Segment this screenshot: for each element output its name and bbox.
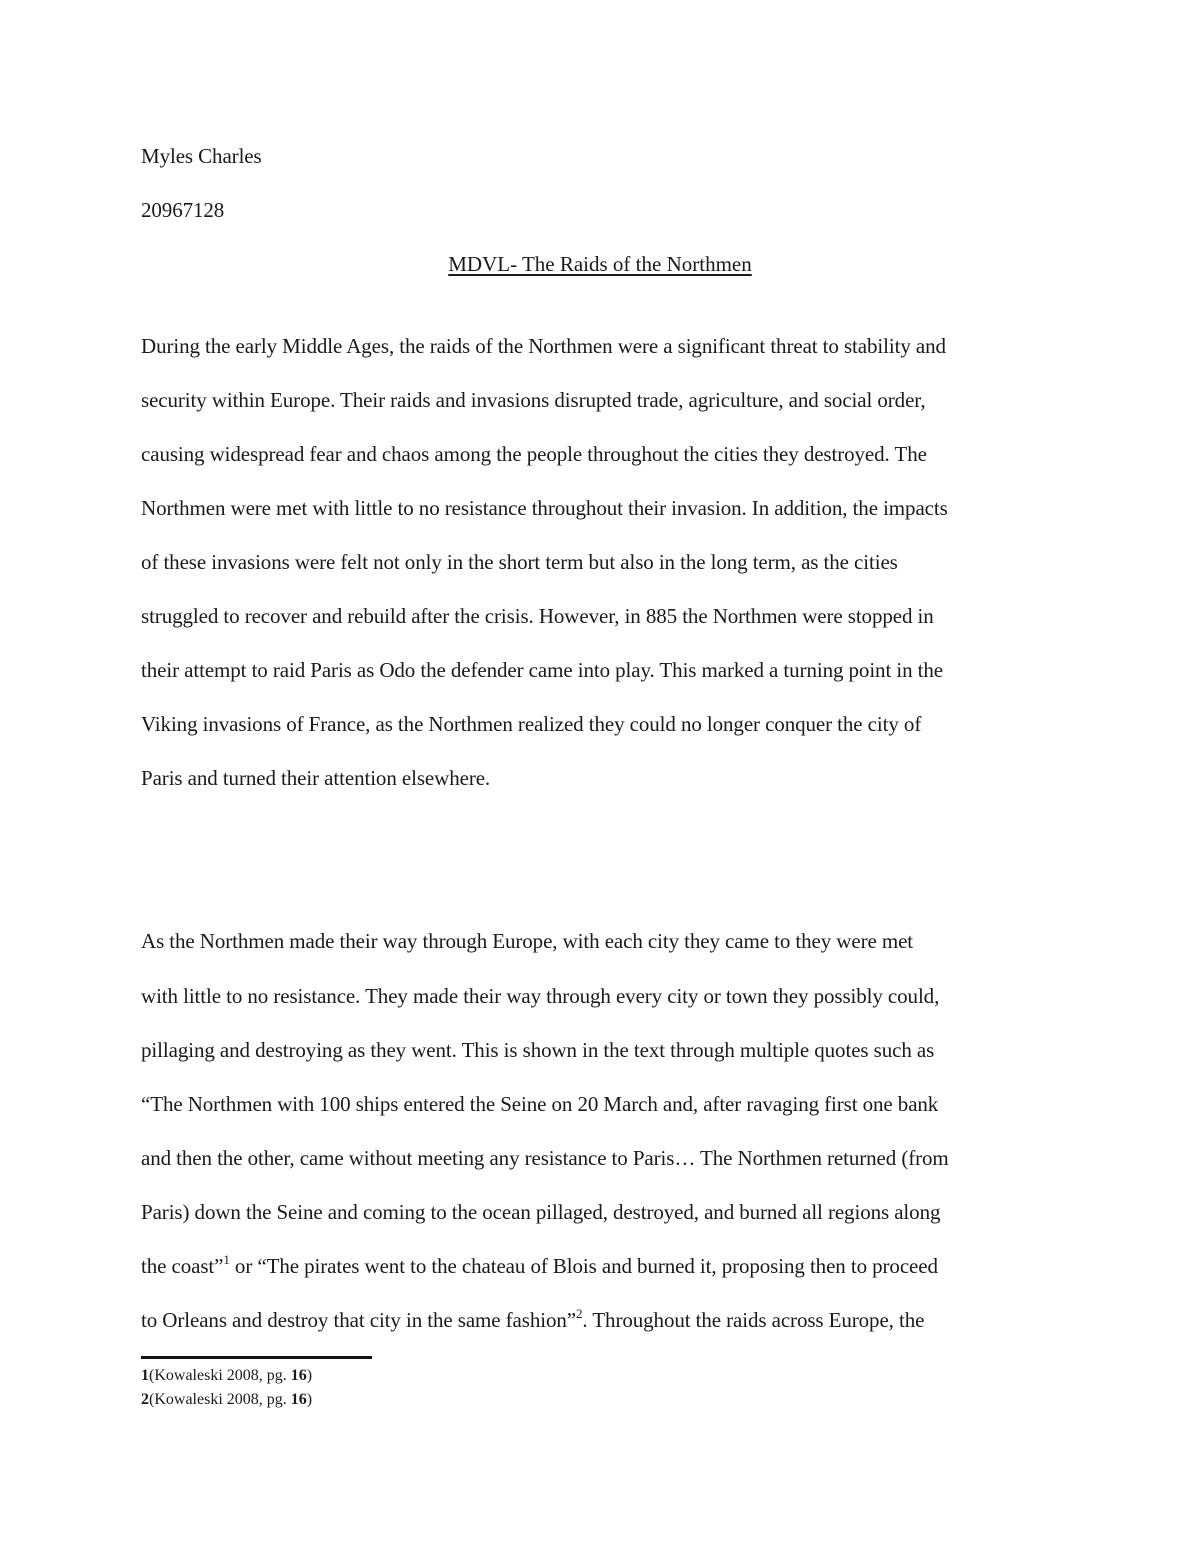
paragraph-line: “The Northmen with 100 ships entered the Seine on 20 March and, after ravaging first one bank xyxy=(141,1092,939,1116)
footnote-text: (Kowaleski 2008, pg. xyxy=(149,1367,291,1384)
document-title: MDVL- The Raids of the Northmen xyxy=(448,252,752,276)
paragraph-line: Paris and turned their attention elsewhere. xyxy=(141,766,491,790)
paragraph-line: Northmen were met with little to no resistance throughout their invasion. In addition, the impacts xyxy=(141,496,948,520)
paragraph-line: and then the other, came without meeting any resistance to Paris… The Northmen returned (from xyxy=(141,1146,949,1170)
paragraph-line xyxy=(141,1307,924,1333)
paragraph-line: struggled to recover and rebuild after the crisis. However, in 885 the Northmen were stopped in xyxy=(141,604,934,628)
paragraph-line: pillaging and destroying as they went. This is shown in the text through multiple quotes such as xyxy=(141,1038,935,1062)
line-text: or “The pirates went to the chateau of Blois and burned it, proposing then to proceed xyxy=(229,1254,938,1278)
footnote-page: 16 xyxy=(290,1391,307,1408)
author-name: Myles Charles xyxy=(141,144,262,168)
student-id: 20967128 xyxy=(141,198,225,222)
footnote-text: ) xyxy=(306,1391,313,1408)
footnote-text: ) xyxy=(306,1367,313,1384)
footnote-number: 2 xyxy=(141,1391,149,1408)
paragraph-line: During the early Middle Ages, the raids of the Northmen were a significant threat to stability and xyxy=(141,334,946,358)
footnote-2 xyxy=(141,1390,312,1410)
line-text: to Orleans and destroy that city in the same fashion” xyxy=(141,1308,576,1332)
footnote-ref-1[interactable]: 1 xyxy=(223,1252,230,1267)
footnote-separator xyxy=(141,1356,372,1359)
footnote-ref-2[interactable]: 2 xyxy=(576,1306,583,1321)
footnote-1 xyxy=(141,1366,312,1386)
paragraph-line: As the Northmen made their way through Europe, with each city they came to they were met xyxy=(141,929,914,953)
footnote-number: 1 xyxy=(141,1367,149,1384)
paragraph-line: Paris) down the Seine and coming to the ocean pillaged, destroyed, and burned all regions along xyxy=(141,1200,941,1224)
paragraph-line: causing widespread fear and chaos among the people throughout the cities they destroyed. The xyxy=(141,442,927,466)
paragraph-line: with little to no resistance. They made their way through every city or town they possibly could, xyxy=(141,984,940,1008)
paragraph-line: their attempt to raid Paris as Odo the defender came into play. This marked a turning point in the xyxy=(141,658,943,682)
footnote-text: (Kowaleski 2008, pg. xyxy=(149,1391,291,1408)
paragraph-line: of these invasions were felt not only in the short term but also in the long term, as the cities xyxy=(141,550,898,574)
paragraph-line: Viking invasions of France, as the Northmen realized they could no longer conquer the city of xyxy=(141,712,922,736)
footnote-page: 16 xyxy=(290,1367,307,1384)
paragraph-line: security within Europe. Their raids and invasions disrupted trade, agriculture, and social order, xyxy=(141,388,926,412)
line-text: . Throughout the raids across Europe, the xyxy=(582,1308,925,1332)
line-text: the coast” xyxy=(141,1254,224,1278)
paragraph-line xyxy=(141,1253,938,1279)
